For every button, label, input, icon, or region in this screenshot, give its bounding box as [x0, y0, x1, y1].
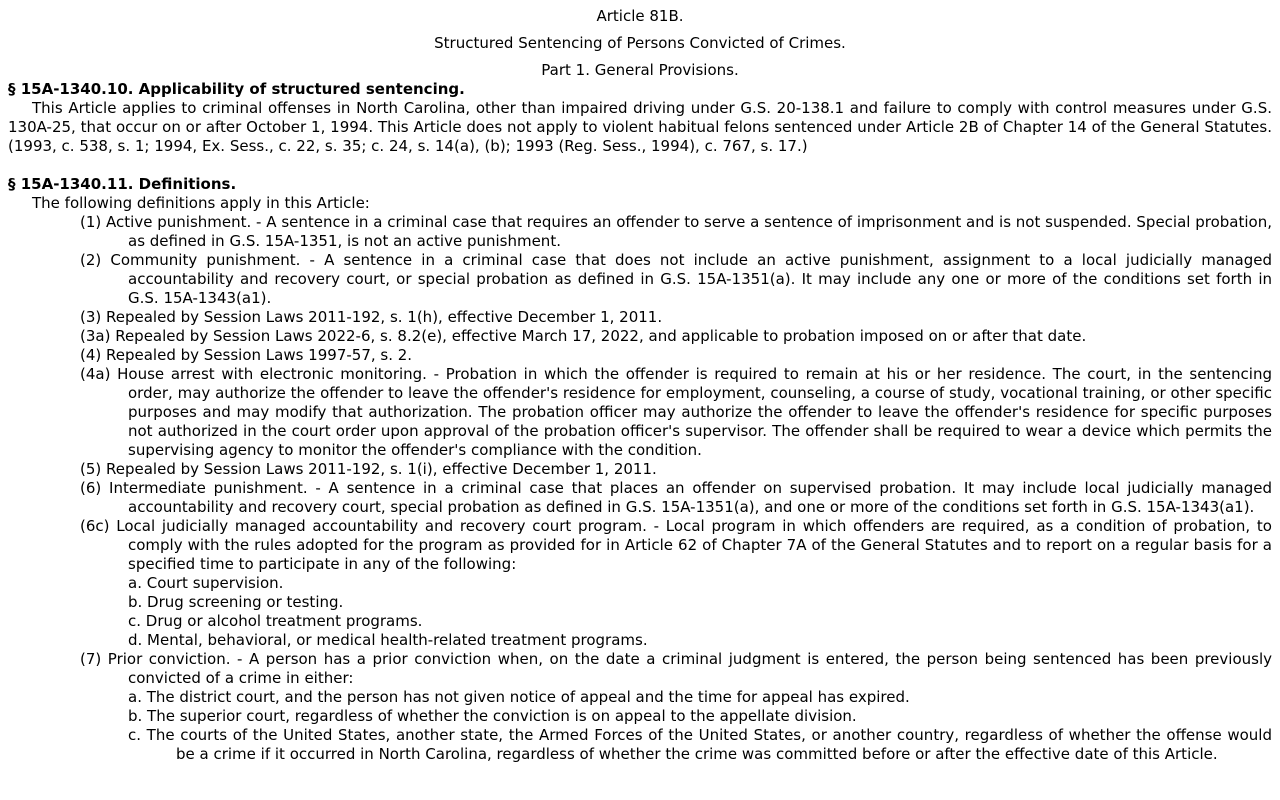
section-text-applicability: This Article applies to criminal offenses in North Carolina, other than impaired driving under G.S. 20-138.1 and failure to comply with control measures under G.S. 130A-25, that occur on or after October 1, 1994. This Article does not apply to violent habitual felons sentenced under Article 2B of Chapter 14 of the General Statutes. (1993, c. 538, s. 1; 1994, Ex. Sess., c. 22, s. 35; c. 24, s. 14(a), (b); 1993 (Reg. Sess., 1994), c. 767, s. 17.) — [8, 99, 1272, 155]
definition-subitem: a. The district court, and the person has not given notice of appeal and the time for appeal has expired. — [128, 688, 910, 706]
definition-item: (1) Active punishment. - A sentence in a criminal case that requires an offender to serve a sentence of imprisonment and is not suspended. Special probation, as defined in G.S. 15A-1351, is not an active punishment. — [80, 213, 1272, 250]
definition-item: (2) Community punishment. - A sentence in a criminal case that does not include an active punishment, assignment to a local judicially managed accountability and recovery court, or special probation as defined in G.S. 15A-1351(a). It may include any one or more of the conditions set forth in G.S. 15A-1343(a1). — [80, 251, 1272, 307]
section-heading-applicability: § 15A-1340.10. Applicability of structured sentencing. — [8, 80, 465, 98]
definition-item: (7) Prior conviction. - A person has a prior conviction when, on the date a criminal judgment is entered, the person being sentenced has been previously convicted of a crime in either: — [80, 650, 1272, 687]
definition-subitem: d. Mental, behavioral, or medical health-related treatment programs. — [128, 631, 648, 649]
definition-item: (4) Repealed by Session Laws 1997-57, s. 2. — [80, 346, 413, 364]
definition-item: (5) Repealed by Session Laws 2011-192, s. 1(i), effective December 1, 2011. — [80, 460, 657, 478]
definition-subitem: b. Drug screening or testing. — [128, 593, 344, 611]
definition-item: (3) Repealed by Session Laws 2011-192, s. 1(h), effective December 1, 2011. — [80, 308, 663, 326]
part-title: Part 1. General Provisions. — [541, 61, 739, 79]
definitions-intro: The following definitions apply in this Article: — [32, 194, 370, 212]
article-title: Structured Sentencing of Persons Convicted of Crimes. — [434, 34, 846, 52]
definition-item: (6c) Local judicially managed accountability and recovery court program. - Local program in which offenders are required, as a condition of probation, to comply with the rules adopted for the program as provided for in Article 62 of Chapter 7A of the General Statutes and to report on a regular basis for a specified time to participate in any of the following: — [80, 517, 1272, 573]
definition-subitem: c. Drug or alcohol treatment programs. — [128, 612, 423, 630]
definition-subitem: a. Court supervision. — [128, 574, 284, 592]
definition-item: (4a) House arrest with electronic monitoring. - Probation in which the offender is required to remain at his or her residence. The court, in the sentencing order, may authorize the offender to leave the offender's residence for employment, counseling, a course of study, vocational training, or other specific purposes and may modify that authorization. The probation officer may authorize the offender to leave the offender's residence for specific purposes not authorized in the court order upon approval of the probation officer's supervisor. The offender shall be required to wear a device which permits the supervising agency to monitor the offender's compliance with the condition. — [80, 365, 1272, 459]
definition-subitem: c. The courts of the United States, another state, the Armed Forces of the United States, or another country, regardless of whether the offense would be a crime if it occurred in North Carolina, regardless of whether the crime was committed before or after the effective date of this Article. — [128, 726, 1272, 763]
article-number: Article 81B. — [596, 7, 684, 25]
definition-item: (3a) Repealed by Session Laws 2022-6, s. 8.2(e), effective March 17, 2022, and applicable to probation imposed on or after that date. — [80, 327, 1087, 345]
definition-subitem: b. The superior court, regardless of whether the conviction is on appeal to the appellate division. — [128, 707, 857, 725]
definition-item: (6) Intermediate punishment. - A sentence in a criminal case that places an offender on supervised probation. It may include local judicially managed accountability and recovery court, special probation as defined in G.S. 15A-1351(a), and one or more of the conditions set forth in G.S. 15A-1343(a1). — [80, 479, 1272, 516]
section-heading-definitions: § 15A-1340.11. Definitions. — [8, 175, 237, 193]
